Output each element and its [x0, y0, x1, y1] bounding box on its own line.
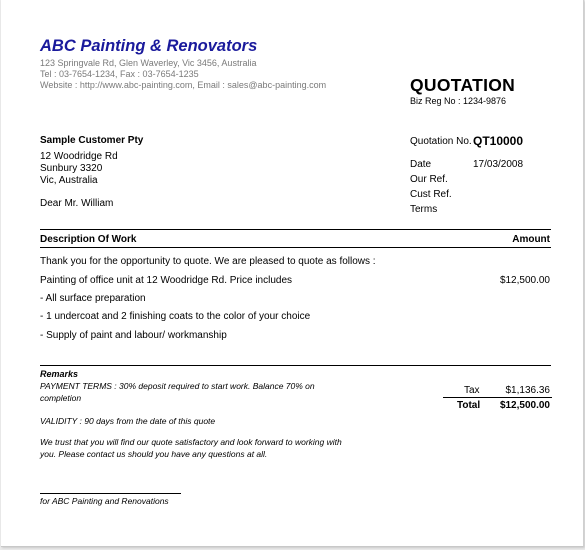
date-value: 17/03/2008 — [473, 159, 524, 170]
customer-address-line-2: Sunbury 3320 — [40, 163, 103, 174]
company-name: ABC Painting & Renovators — [40, 37, 258, 55]
table-header-rule — [40, 247, 551, 248]
greeting: Dear Mr. William — [40, 198, 114, 209]
remarks-rule — [40, 365, 551, 366]
item-bullet-1: - All surface preparation — [40, 293, 146, 304]
quotation-no: QT10000 — [473, 134, 524, 148]
totals-rule — [443, 397, 552, 398]
biz-reg-number: Biz Reg No : 1234-9876 — [410, 96, 507, 106]
item-bullet-3: - Supply of paint and labour/ workmanship — [40, 330, 227, 341]
column-header-amount: Amount — [512, 234, 550, 245]
tax-label: Tax — [464, 385, 480, 396]
validity-text: VALIDITY : 90 days from the date of this quote — [40, 416, 216, 426]
document-title: QUOTATION — [410, 75, 516, 95]
customer-name: Sample Customer Pty — [40, 135, 144, 146]
total-label: Total — [457, 400, 481, 411]
customer-address-line-3: Vic, Australia — [40, 175, 98, 186]
quotation-no-label: Quotation No. — [410, 136, 472, 147]
closing-line-1: We trust that you will find our quote satisfactory and look forward to working with — [40, 437, 342, 447]
closing-line-2: you. Please contact us should you have any questions at all. — [40, 449, 268, 459]
tax-amount: $1,136.36 — [505, 385, 550, 396]
company-web: Website : http://www.abc-painting.com, Email : sales@abc-painting.com — [40, 80, 327, 90]
company-phone: Tel : 03-7654-1234, Fax : 03-7654-1235 — [40, 69, 199, 79]
company-address: 123 Springvale Rd, Glen Waverley, Vic 3456, Australia — [40, 58, 257, 68]
our-ref-label: Our Ref. — [410, 174, 448, 185]
quotation-document — [1, 0, 584, 547]
signature-label: for ABC Painting and Renovations — [40, 496, 169, 506]
column-header-description: Description Of Work — [40, 234, 137, 245]
table-top-rule — [40, 229, 551, 230]
payment-terms-line-2: completion — [40, 393, 82, 403]
item-description: Painting of office unit at 12 Woodridge Rd. Price includes — [40, 275, 293, 286]
customer-address-line-1: 12 Woodridge Rd — [40, 151, 118, 162]
signature-line — [40, 493, 181, 494]
cust-ref-label: Cust Ref. — [410, 189, 452, 200]
item-amount: $12,500.00 — [499, 275, 550, 286]
intro-text: Thank you for the opportunity to quote. We are pleased to quote as follows : — [40, 256, 376, 267]
payment-terms-line-1: PAYMENT TERMS : 30% deposit required to start work. Balance 70% on — [40, 381, 315, 391]
total-amount: $12,500.00 — [499, 400, 550, 411]
terms-label: Terms — [410, 204, 438, 215]
date-label: Date — [410, 159, 432, 170]
item-bullet-2: - 1 undercoat and 2 finishing coats to the color of your choice — [40, 311, 311, 322]
remarks-heading: Remarks — [40, 369, 79, 379]
